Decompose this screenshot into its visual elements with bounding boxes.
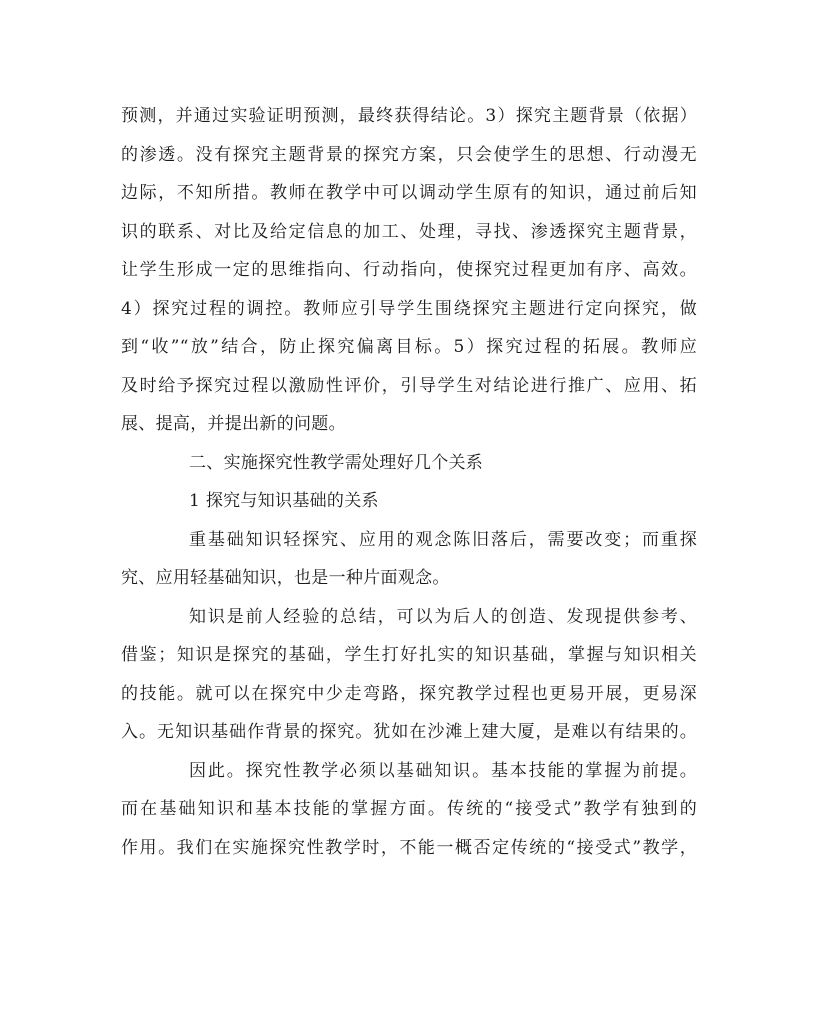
text-line: 1 探究与知识基础的关系 <box>189 491 379 511</box>
text-line: 展、提高，并提出新的问题。 <box>121 414 346 434</box>
text-line: 及时给予探究过程以激励性评价，引导学生对结论进行推广、应用、拓 <box>121 375 697 396</box>
text-line: 让学生形成一定的思维指向、行动指向，使探究过程更加有序、高效。 <box>121 260 697 280</box>
text-line: 借鉴；知识是探究的基础，学生打好扎实的知识基础，掌握与知识相关 <box>121 645 697 665</box>
text-line: 作用。我们在实施探究性教学时，不能一概否定传统的“接受式”教学， <box>121 837 697 858</box>
text-line: 的渗透。没有探究主题背景的探究方案，只会使学生的思想、行动漫无 <box>121 144 697 165</box>
text-line: 到“收”“放”结合，防止探究偏离目标。5）探究过程的拓展。教师应 <box>121 337 697 357</box>
text-line: 入。无知识基础作背景的探究。犹如在沙滩上建大厦，是难以有结果的。 <box>121 722 697 742</box>
text-line: 的技能。就可以在探究中少走弯路，探究教学过程也更易开展，更易深 <box>121 683 697 704</box>
text-line: 究、应用轻基础知识，也是一种片面观念。 <box>121 568 450 588</box>
text-line: 而在基础知识和基本技能的掌握方面。传统的“接受式”教学有独到的 <box>121 799 697 819</box>
text-line: 因此。探究性教学必须以基础知识。基本技能的掌握为前提。 <box>189 760 697 781</box>
text-line: 重基础知识轻探究、应用的观念陈旧落后，需要改变；而重探 <box>189 529 697 550</box>
body-text <box>121 97 697 867</box>
text-line: 4）探究过程的调控。教师应引导学生围绕探究主题进行定向探究，做 <box>121 298 697 319</box>
text-line: 识的联系、对比及给定信息的加工、处理，寻找、渗透探究主题背景， <box>121 221 697 242</box>
text-line: 二、实施探究性教学需处理好几个关系 <box>189 452 484 473</box>
text-line: 知识是前人经验的总结，可以为后人的创造、发现提供参考、 <box>189 606 697 627</box>
text-line: 预测，并通过实验证明预测，最终获得结论。3）探究主题背景（依据） <box>121 106 697 126</box>
text-line: 边际，不知所措。教师在教学中可以调动学生原有的知识，通过前后知 <box>121 183 697 203</box>
